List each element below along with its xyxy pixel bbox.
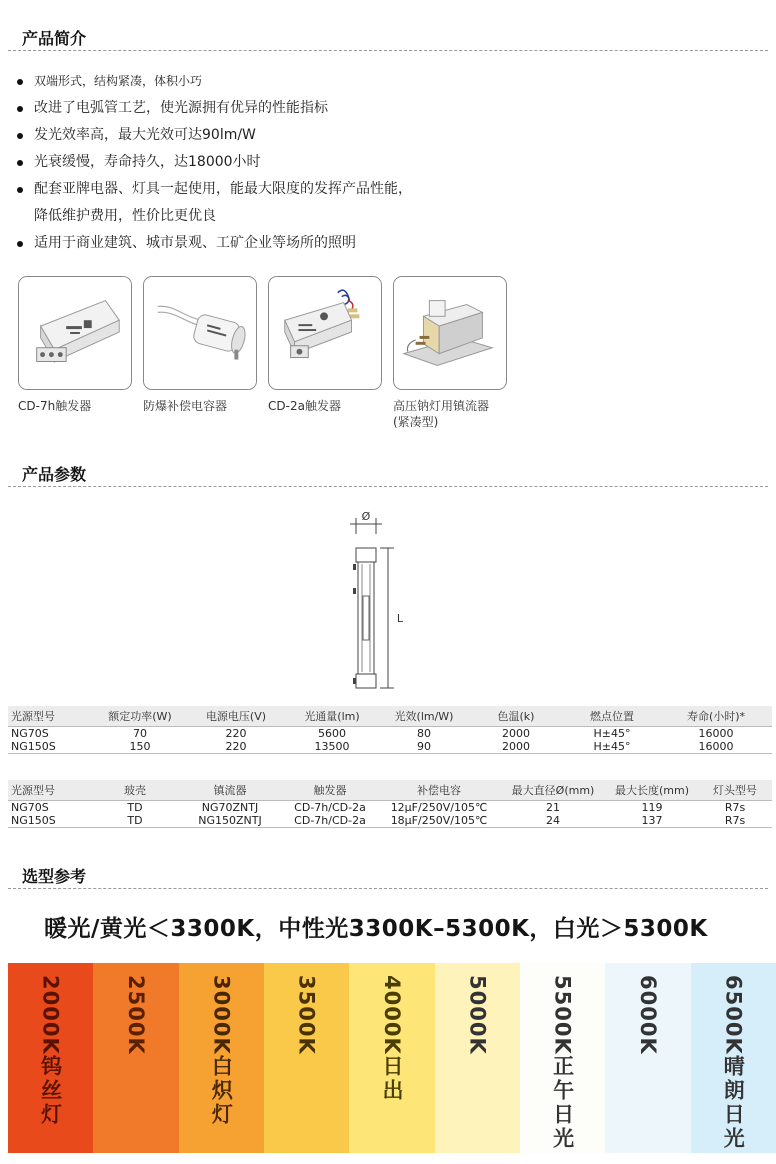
- product-card-cd2a: [268, 276, 382, 414]
- table-cell: R7s: [698, 814, 772, 828]
- color-swatch: [93, 963, 178, 1153]
- table-cell: NG150S: [8, 740, 92, 754]
- section-title-params: 产品参数: [22, 465, 87, 484]
- table-cell: 5600: [318, 726, 346, 740]
- table-cell: 150: [92, 740, 188, 754]
- table-cell: NG70ZNTJ: [201, 800, 259, 814]
- feature-item: 发光效率高，最大光效可达90lm/W: [14, 122, 534, 149]
- light-source-label: 晴朗日光: [721, 1055, 746, 1151]
- table-row: [8, 800, 772, 814]
- feature-item: 配套亚牌电器、灯具一起使用，能最大限度的发挥产品性能，: [14, 176, 534, 203]
- color-swatch: [520, 963, 605, 1153]
- kelvin-label: 6500K: [721, 975, 746, 1055]
- table-row: [8, 726, 772, 740]
- column-header: 光源型号: [8, 706, 92, 726]
- table-cell: H±45°: [564, 740, 660, 754]
- capacitor-image: [143, 276, 257, 390]
- column-header: 电源电压(V): [188, 706, 284, 726]
- spec-table-1: [8, 706, 772, 754]
- divider: [8, 486, 768, 487]
- column-header: 光源型号: [8, 780, 92, 800]
- kelvin-label: 2500K: [123, 975, 148, 1055]
- feature-item-continued: 降低维护费用，性价比更优良: [34, 208, 216, 224]
- table-cell: 16000: [698, 726, 734, 740]
- color-swatch: [605, 963, 690, 1153]
- product-card-cd7h: [18, 276, 132, 414]
- table-header-row: [8, 780, 772, 800]
- table-cell: 13500: [284, 740, 380, 754]
- table-cell: NG70S: [11, 726, 49, 740]
- table-cell: R7s: [724, 800, 746, 814]
- table-cell: CD-7h/CD-2a: [282, 814, 378, 828]
- table-row: [8, 814, 772, 828]
- table-cell: 2000: [468, 740, 564, 754]
- column-header: 玻壳: [92, 780, 178, 800]
- table-cell: NG150S: [8, 814, 92, 828]
- feature-item: 改进了电弧管工艺，使光源拥有优异的性能指标: [14, 95, 534, 122]
- color-temperature-headline: 暖光/黄光＜3300K，中性光3300K–5300K，白光＞5300K: [44, 916, 708, 942]
- color-swatch: [8, 963, 93, 1153]
- igniter-image: [268, 276, 382, 390]
- table-cell: 220: [225, 726, 247, 740]
- kelvin-label: 5000K: [465, 975, 490, 1055]
- table-cell: TD: [92, 814, 178, 828]
- table-cell: 21: [546, 800, 560, 814]
- color-temperature-strip: [8, 963, 776, 1153]
- product-card-capacitor: [143, 276, 257, 414]
- table-cell: TD: [127, 800, 143, 814]
- lamp-dimension-drawing: [336, 504, 440, 696]
- table-cell: 119: [641, 800, 663, 814]
- product-card-ballast: [393, 276, 507, 430]
- table-cell: CD-7h/CD-2a: [294, 800, 366, 814]
- column-header: 镇流器: [178, 780, 282, 800]
- table-header-row: [8, 706, 772, 726]
- table-cell: 70: [133, 726, 147, 740]
- table-cell: 2000: [502, 726, 530, 740]
- spec-table-2: [8, 780, 772, 828]
- light-source-label: 正午日光: [550, 1055, 575, 1151]
- kelvin-label: 4000K: [379, 975, 404, 1055]
- column-header: 寿命(小时)*: [660, 706, 772, 726]
- ballast-image: [393, 276, 507, 390]
- product-caption: CD-2a触发器: [268, 399, 341, 413]
- product-caption-line2: (紧凑型): [393, 415, 439, 429]
- feature-item: 双端形式，结构紧凑，体积小巧: [14, 68, 534, 95]
- table-cell: 12μF/250V/105℃: [390, 800, 488, 814]
- column-header: 色温(k): [468, 706, 564, 726]
- table-cell: H±45°: [593, 726, 631, 740]
- kelvin-label: 3500K: [294, 975, 319, 1055]
- table-cell: 18μF/250V/105℃: [378, 814, 500, 828]
- column-header: 燃点位置: [564, 706, 660, 726]
- column-header: 最大直径Ø(mm): [500, 780, 606, 800]
- igniter-image: [18, 276, 132, 390]
- column-header: 光效(lm/W): [380, 706, 468, 726]
- feature-list: [14, 68, 534, 257]
- color-swatch: [435, 963, 520, 1153]
- color-swatch: [179, 963, 264, 1153]
- table-row: [8, 740, 772, 754]
- divider: [8, 888, 768, 889]
- section-title-selection: 选型参考: [22, 867, 87, 886]
- column-header: 灯头型号: [698, 780, 772, 800]
- table-cell: 80: [417, 726, 431, 740]
- table-cell: NG150ZNTJ: [178, 814, 282, 828]
- feature-item: 适用于商业建筑、城市景观、工矿企业等场所的照明: [14, 230, 534, 257]
- product-caption: 高压钠灯用镇流器: [393, 399, 490, 413]
- product-caption: CD-7h触发器: [18, 399, 92, 413]
- light-source-label: 白炽灯: [209, 1055, 234, 1127]
- color-swatch: [349, 963, 434, 1153]
- diameter-label: Ø: [361, 510, 371, 523]
- table-cell: NG70S: [11, 800, 49, 814]
- length-label: L: [396, 612, 404, 625]
- kelvin-label: 2000K: [38, 975, 63, 1055]
- color-swatch: [264, 963, 349, 1153]
- light-source-label: 钨丝灯: [38, 1055, 63, 1127]
- table-cell: 137: [606, 814, 698, 828]
- kelvin-label: 6000K: [635, 975, 660, 1055]
- kelvin-label: 5500K: [550, 975, 575, 1055]
- product-caption: 防爆补偿电容器: [143, 399, 228, 413]
- kelvin-label: 3000K: [209, 975, 234, 1055]
- column-header: 补偿电容: [378, 780, 500, 800]
- table-cell: 16000: [660, 740, 772, 754]
- table-cell: 220: [188, 740, 284, 754]
- table-cell: 24: [500, 814, 606, 828]
- column-header: 光通量(lm): [284, 706, 380, 726]
- feature-item: 光衰缓慢，寿命持久，达18000小时: [14, 149, 534, 176]
- column-header: 额定功率(W): [92, 706, 188, 726]
- table-cell: 90: [380, 740, 468, 754]
- light-source-label: 日出: [379, 1055, 404, 1103]
- column-header: 最大长度(mm): [606, 780, 698, 800]
- section-title-intro: 产品简介: [22, 29, 87, 48]
- color-swatch: [691, 963, 776, 1153]
- divider: [8, 50, 768, 51]
- column-header: 触发器: [282, 780, 378, 800]
